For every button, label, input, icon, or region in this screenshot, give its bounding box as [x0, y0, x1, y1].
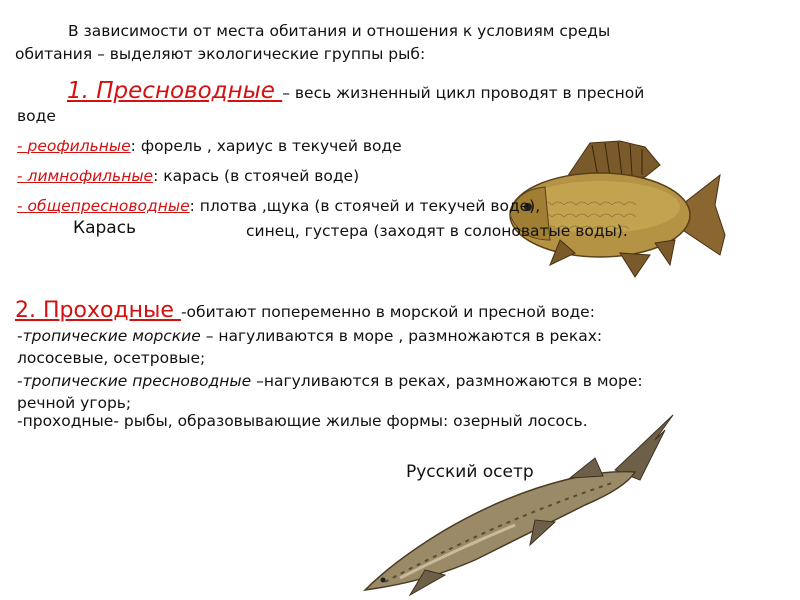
group1-heading-line [67, 77, 644, 107]
group1-item-limnophilic [17, 165, 359, 187]
group1-description: – весь жизненный цикл проводят в пресной [282, 84, 645, 102]
item-text: : форель , хариус в текучей воде [130, 137, 402, 155]
group1-heading: 1. Пресноводные [67, 78, 283, 104]
item-text: : карась (в стоячей воде) [153, 167, 360, 185]
group2-heading-line [15, 298, 595, 325]
sturgeon-caption: Русский осетр [406, 462, 534, 482]
intro-line-2: обитания – выделяют экологические группы рыб: [15, 45, 426, 63]
line-text: –нагуливаются в реках, размножаются в море: [251, 372, 643, 390]
line-term: тропические пресноводные [22, 372, 252, 390]
group1-description-cont: воде [17, 107, 56, 125]
group2-description: -обитают попеременно в морской и пресной воде: [180, 303, 595, 321]
item-term: реофильные [27, 137, 131, 155]
group2-line-examples-2: речной угорь; [17, 394, 132, 412]
line-text: – нагуливаются в море , размножаются в реках: [200, 327, 603, 345]
line-term: тропические морские [22, 327, 201, 345]
sturgeon-image [355, 410, 685, 600]
item-term: общепресноводные [27, 197, 190, 215]
line-prefix: - [17, 327, 23, 345]
group2-line-tropical-marine [17, 325, 602, 347]
group2-line-resident-forms: -проходные- рыбы, образовывающие жилые формы: озерный лосось. [17, 412, 588, 430]
group2-line-examples-1: лососевые, осетровые; [17, 349, 206, 367]
group1-continuation: синец, густера (заходят в солоноватые воды). [246, 222, 628, 240]
group2-heading: 2. Проходные [15, 298, 181, 323]
intro-line-1: В зависимости от места обитания и отношения к условиям среды [68, 22, 611, 40]
line-prefix: - [17, 372, 23, 390]
item-prefix: - [17, 167, 28, 185]
group1-item-general-freshwater [17, 195, 540, 217]
item-prefix: - [17, 197, 28, 215]
item-term: лимнофильные [27, 167, 154, 185]
item-prefix: - [17, 137, 28, 155]
group2-line-tropical-freshwater [17, 370, 643, 392]
carp-caption: Карась [73, 218, 137, 238]
group1-item-rheophilic [17, 135, 402, 157]
item-text: : плотва ,щука (в стоячей и текучей воде), [189, 197, 541, 215]
